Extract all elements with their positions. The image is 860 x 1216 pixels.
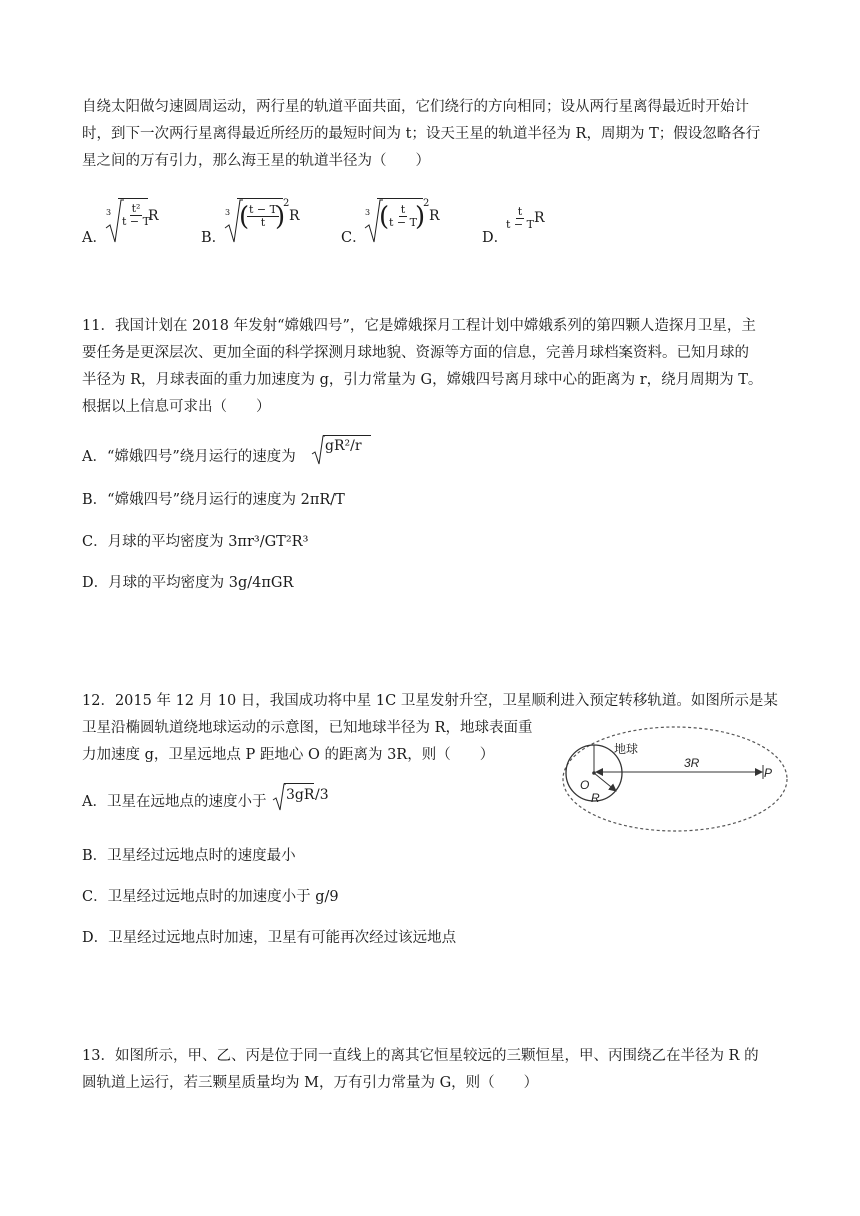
- right-paren: ): [275, 202, 286, 232]
- q10-option-c-formula: [363, 198, 443, 244]
- left-paren: (: [239, 202, 250, 232]
- q10-line-2: 时，到下一次两行星离得最近所经历的最短时间为 t；设天王星的轨道半径为 R，周期为 T；假设忽略各行: [82, 126, 761, 142]
- q11-option-b: B．“嫦娥四号”绕月运行的速度为 2πR/T: [82, 492, 345, 508]
- radius-symbol: R: [534, 210, 545, 226]
- denominator: t − T: [122, 215, 150, 228]
- divisor: /3: [315, 787, 329, 803]
- numerator: t: [517, 205, 523, 218]
- radicand: 3gR: [286, 787, 315, 803]
- q10-line-3: 星之间的万有引力，那么海王星的轨道半径为（ ）: [82, 153, 430, 169]
- q13-line-2: 圆轨道上运行，若三颗星质量均为 M，万有引力常量为 G，则（ ）: [82, 1075, 539, 1091]
- q10-line-1: 自绕太阳做匀速圆周运动，两行星的轨道平面共面，它们绕行的方向相同；设从两行星离得最近时开始计: [82, 99, 749, 115]
- distance-label: 3R: [684, 756, 700, 770]
- exponent: 2: [283, 198, 290, 209]
- numerator: t²: [131, 202, 141, 215]
- elliptical-orbit: [563, 727, 787, 831]
- q10-option-c-label: C．: [341, 230, 367, 246]
- q12-option-a-formula: [272, 782, 332, 812]
- radius-symbol: R: [429, 208, 440, 224]
- q11-option-d: D．月球的平均密度为 3g/4πGR: [82, 575, 294, 591]
- left-paren: (: [379, 202, 390, 232]
- numerator: t − T: [249, 203, 277, 216]
- q11-line-3: 半径为 R，月球表面的重力加速度为 g，引力常量为 G，嫦娥四号离月球中心的距离为 r，绕月周期为 T。: [82, 372, 763, 388]
- q10-option-a-label: A．: [82, 230, 107, 246]
- q12-option-c: C．卫星经过远地点时的加速度小于 g/9: [82, 889, 339, 905]
- point-label-p: P: [764, 766, 773, 780]
- q12-option-d: D．卫星经过远地点时加速，卫星有可能再次经过该远地点: [82, 930, 457, 946]
- right-paren: ): [415, 202, 426, 232]
- q11-line-4: 根据以上信息可求出（ ）: [82, 399, 271, 415]
- root-index: 3: [225, 208, 231, 217]
- denominator: t − T: [389, 216, 417, 229]
- earth-label: 地球: [614, 742, 639, 756]
- q12-line-1: 12．2015 年 12 月 10 日，我国成功将中星 1C 卫星发射升空，卫星顺利进入预定转移轨道。如图所示是某: [82, 693, 778, 709]
- q11-option-a-formula: [311, 434, 371, 466]
- q10-option-b-label: B．: [201, 230, 227, 246]
- q12-line-2: 卫星沿椭圆轨道绕地球运动的示意图，已知地球半径为 R，地球表面重: [82, 720, 533, 736]
- exponent: 2: [423, 198, 430, 209]
- expression: gR²/r: [325, 438, 362, 454]
- numerator: t: [400, 203, 406, 216]
- root-index: 3: [106, 208, 112, 217]
- orbit-diagram: [560, 725, 792, 837]
- q11-option-c: C．月球的平均密度为 3πr³/GT²R³: [82, 534, 309, 550]
- root-index: 3: [365, 208, 371, 217]
- radius-arrow: [594, 773, 616, 791]
- q12-line-3: 力加速度 g，卫星远地点 P 距地心 O 的距离为 3R，则（ ）: [82, 747, 495, 763]
- radius-label: R: [591, 791, 600, 805]
- q11-line-1: 11．我国计划在 2018 年发射“嫦娥四号”，它是嫦娥探月工程计划中嫦娥系列的第四颗人造探月卫星，主: [82, 318, 756, 334]
- q11-option-a: A．“嫦娥四号”绕月运行的速度为: [82, 449, 296, 465]
- q11-line-2: 要任务是更深层次、更加全面的科学探测月球地貌、资源等方面的信息，完善月球档案资料。已知月球的: [82, 345, 749, 361]
- q10-option-a-formula: [104, 198, 174, 244]
- q12-option-b: B．卫星经过远地点时的速度最小: [82, 848, 296, 864]
- q12-option-a: A．卫星在远地点的速度小于: [82, 794, 267, 810]
- radius-symbol: R: [289, 208, 300, 224]
- q13-line-1: 13．如图所示，甲、乙、丙是位于同一直线上的离其它恒星较远的三颗恒星，甲、丙围绕乙在半径为 R 的: [82, 1048, 759, 1064]
- q10-d-fraction: [504, 206, 536, 231]
- q10-option-d-formula: [504, 204, 554, 240]
- q10-option-b-formula: [223, 198, 303, 244]
- radical-sign: [311, 434, 325, 466]
- q10-option-d-label: D．: [482, 230, 509, 246]
- denominator: t: [260, 216, 266, 229]
- radical-sign: [272, 782, 286, 812]
- radius-symbol: R: [148, 208, 159, 224]
- center-label-o: O: [580, 778, 590, 792]
- denominator: t − T: [506, 218, 534, 231]
